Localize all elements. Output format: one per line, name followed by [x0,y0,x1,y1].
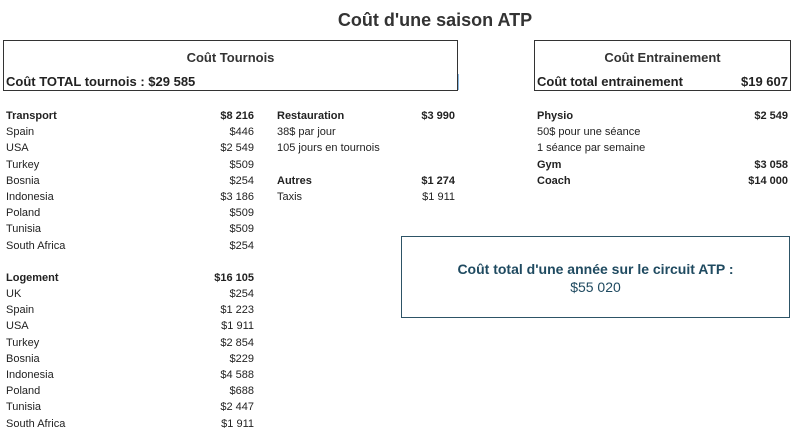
table-row [6,416,254,432]
tournois-total-label: Coût TOTAL tournois : [6,74,145,89]
table-row [6,318,254,334]
cost-value: $509 [229,223,254,236]
country-name: Turkey [6,158,40,171]
table-row [277,189,455,205]
logement-header-row [6,270,254,286]
cost-value: $254 [229,174,254,187]
season-total-box [401,236,790,318]
cost-value: $509 [229,158,254,171]
entrainement-total-row [537,74,788,89]
autres-label: Autres [277,174,312,187]
physio-total: $2 549 [754,110,788,122]
gym-total: $3 058 [754,158,788,171]
country-name: Indonesia [6,190,54,203]
autres-header-row [277,173,455,189]
country-name: Turkey [6,336,40,349]
country-name: USA [6,320,29,333]
table-row [6,221,254,237]
cost-value: $1 911 [422,190,455,203]
table-row [6,173,254,189]
cost-value: $1 911 [221,320,254,333]
table-row [6,124,254,140]
cost-value: $2 447 [220,401,254,414]
season-total-label: Coût total d'une année sur le circuit ATP : [457,261,734,277]
physio-note: 1 séance par semaine [537,142,646,155]
tournois-panel [3,40,458,91]
restauration-autres-column [277,108,455,205]
table-row [6,140,254,156]
autres-total: $1 274 [421,174,455,187]
cell-edge-highlight [458,74,459,90]
cost-value: $509 [229,207,254,220]
transport-label: Transport [6,110,57,122]
country-name: Poland [6,207,41,220]
cost-value: $446 [229,126,254,139]
gym-label: Gym [537,158,562,171]
cost-value: $2 549 [220,142,254,155]
cost-value: $688 [229,385,254,398]
coach-label: Coach [537,174,571,187]
cost-value: $229 [229,352,254,365]
country-name: South Africa [6,239,66,252]
entrainement-panel [534,40,791,91]
blank-row [6,254,254,270]
cost-value: $4 588 [220,369,254,381]
season-total-value: $55 020 [570,279,621,295]
cost-value: $3 186 [220,190,254,203]
entrainement-total-label: Coût total entrainement [537,74,683,89]
country-name: Bosnia [6,352,40,365]
restauration-note: 38$ par jour [277,126,336,139]
expense-name: Taxis [277,190,303,203]
entrainement-total-value: $19 607 [741,74,788,89]
tournois-panel-title: Coût Tournois [186,50,275,65]
table-row [6,383,254,399]
entrainement-column [537,108,788,189]
table-row [6,286,254,302]
logement-total: $16 105 [214,271,254,284]
cost-value: $254 [229,288,254,301]
table-row [6,351,254,367]
table-row [6,189,254,205]
country-name: Indonesia [6,369,54,381]
restauration-header-row [277,108,455,124]
country-name: South Africa [6,417,66,430]
entrainement-panel-title: Coût Entrainement [604,50,721,65]
country-name: UK [6,288,22,301]
country-name: USA [6,142,29,155]
country-name: Tunisia [6,401,42,414]
transport-header-row [6,108,254,124]
table-row [6,205,254,221]
tournois-total-value: $29 585 [148,74,196,89]
cost-value: $254 [229,239,254,252]
logement-label: Logement [6,271,59,284]
blank-row [277,157,455,173]
restauration-label: Restauration [277,110,345,122]
coach-header-row [537,173,788,189]
country-name: Spain [6,126,35,139]
cost-value: $1 911 [221,417,254,430]
page-title: Coût d'une saison ATP [337,10,533,30]
table-row [6,367,254,383]
tournois-total-row [6,74,455,89]
physio-label: Physio [537,110,574,122]
transport-total: $8 216 [220,110,254,122]
coach-total: $14 000 [748,174,788,187]
transport-logement-column [6,108,254,432]
country-name: Tunisia [6,223,42,236]
restauration-total: $3 990 [421,110,455,122]
cost-value: $1 223 [220,304,254,317]
country-name: Poland [6,385,41,398]
physio-note: 50$ pour une séance [537,126,641,139]
country-name: Spain [6,304,35,317]
physio-header-row [537,108,788,124]
table-row [6,335,254,351]
table-row [6,302,254,318]
table-row [6,157,254,173]
cost-value: $2 854 [220,336,254,349]
gym-header-row [537,157,788,173]
table-row [6,399,254,415]
country-name: Bosnia [6,174,40,187]
restauration-note: 105 jours en tournois [277,142,380,155]
table-row [6,238,254,254]
